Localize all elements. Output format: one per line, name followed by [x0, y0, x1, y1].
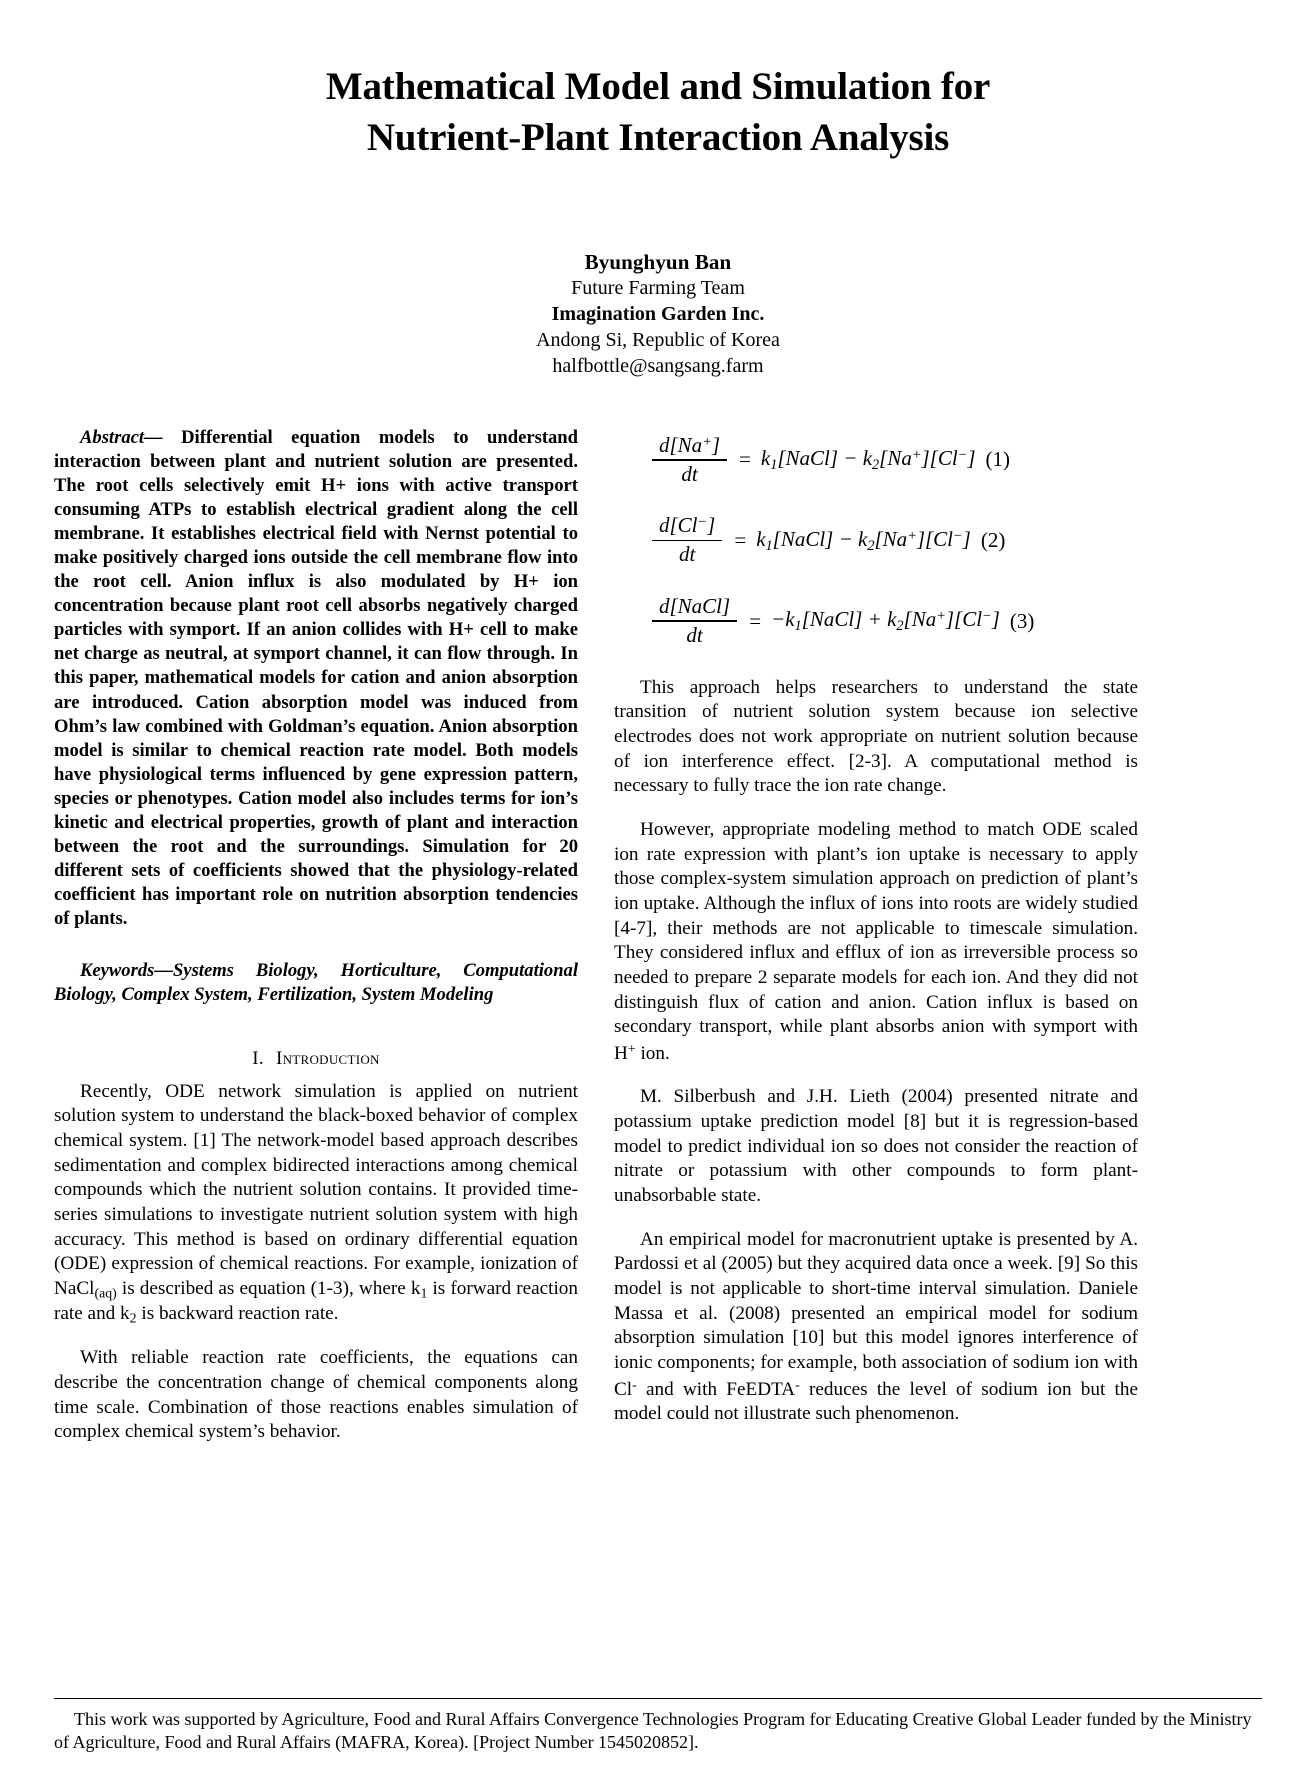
- author-team: Future Farming Team: [571, 277, 745, 300]
- h-plus-superscript: +: [627, 1040, 636, 1056]
- k2-subscript: 2: [129, 1310, 137, 1326]
- eq1-k1-sub: 1: [770, 456, 778, 473]
- section-heading-introduction: [54, 1048, 578, 1070]
- equation-3-fraction: [652, 595, 737, 648]
- eq2-num-tail: ]: [707, 513, 716, 538]
- eq2-k2-sub: 2: [867, 537, 875, 554]
- right-p2-b: ion.: [635, 1042, 670, 1064]
- eq3-k1: −k: [771, 607, 795, 632]
- title-line-2: Nutrient-Plant Interaction Analysis: [366, 115, 950, 159]
- nacl-aq-subscript: (aq): [94, 1285, 117, 1301]
- equation-2: [614, 514, 1138, 567]
- eq2-k1-sub: 1: [765, 537, 773, 554]
- intro-paragraph-1: [54, 1080, 578, 1328]
- right-paragraph-4: [614, 1228, 1138, 1427]
- equation-1-label: (1): [985, 447, 1011, 472]
- keywords-label: Keywords—: [80, 960, 173, 982]
- footnote-line-2: funded by the Ministry of Agriculture, Food and Rural Affairs (MAFRA, Korea). [Project Number 1545020852].: [54, 1708, 1252, 1752]
- page-title: [218, 62, 1098, 163]
- eq2-tail-sup-a: +: [907, 527, 917, 544]
- two-column-body: [0, 426, 1316, 1464]
- eq2-k1: k: [756, 526, 766, 551]
- abstract-paragraph: [54, 426, 578, 932]
- eq3-tail-b: ][Cl: [945, 607, 983, 632]
- eq2-equals-sign: =: [734, 528, 747, 553]
- feedta-minus-superscript: -: [795, 1376, 800, 1392]
- right-paragraph-3: M. Silberbush and J.H. Lieth (2004) presented nitrate and potassium uptake prediction model [8] but it is regression-based model to predict individual ion so does not consider the reaction of nitrate or potassium with other compounds to form plant-unabsorbable state.: [614, 1086, 1138, 1207]
- equation-3: [614, 595, 1138, 648]
- eq3-k2: k: [887, 607, 897, 632]
- equation-2-denominator: dt: [679, 542, 696, 567]
- eq2-num-sup: −: [697, 514, 708, 531]
- eq2-k2: k: [858, 526, 868, 551]
- right-paragraph-1: This approach helps researchers to understand the state transition of nutrient solution system because ion selective electrodes does not work appropriate on nutrient solution because of ion interference effect. [2-3]. A computational method is necessary to fully trace the ion rate change.: [614, 676, 1138, 797]
- eq1-num-text: d[Na: [659, 432, 703, 457]
- section-title: Introduction: [275, 1047, 380, 1069]
- equation-3-numerator: [652, 595, 737, 621]
- eq3-k2-sub: 2: [896, 618, 904, 635]
- eq1-tail-b: ][Cl: [921, 445, 958, 470]
- abstract-label: Abstract—: [80, 426, 163, 448]
- eq3-tail-c: ]: [991, 607, 1000, 632]
- eq2-tail-a: [Na: [874, 526, 908, 551]
- equation-2-label: (2): [980, 528, 1006, 553]
- eq3-num-text: d[NaCl]: [659, 593, 731, 618]
- right-column: [614, 426, 1138, 1427]
- abstract-body: Differential equation models to understand interaction between plant and nutrient solution are presented. The root cells selectively emit H+ ions with active transport consuming ATPs to establish electrical gradient along the cell membrane. It establishes electrical field with Nernst potential to make positively charged ions outside the cell membrane flow into the root cell. Anion influx is also modulated by H+ ion concentration because plant root cell absorbs negatively charged particles with symport. If an anion collides with H+ cell to make net charge as neutral, at symport channel, it can flow through. In this paper, mathematical models for cation and anion absorption are introduced. Cation absorption model was induced from Ohm’s law combined with Goldman’s equation. Anion absorption model is similar to chemical reaction rate model. Both models have physiological terms influenced by gene expression pattern, species or phenotypes. Cation model also includes terms for ion’s kinetic and electrical properties, growth of plant and interaction between the root and the surroundings. Simulation for 20 different sets of coefficients showed that the physiology-related coefficient has important role on nutrition absorption tendencies of plants.: [54, 426, 578, 930]
- keywords-paragraph: [54, 959, 578, 1007]
- intro-text-b: is described as equation (1-3), where k: [116, 1278, 421, 1299]
- footnote-area: [54, 1698, 1262, 1754]
- eq1-tail-sup-a: +: [911, 446, 922, 463]
- equation-1-fraction: [652, 434, 727, 487]
- section-numeral: I.: [252, 1047, 264, 1069]
- eq2-mid: [NaCl] −: [772, 526, 859, 551]
- cl-minus-superscript: -: [632, 1376, 637, 1392]
- eq3-mid: [NaCl] +: [801, 607, 888, 632]
- equation-2-fraction: [652, 514, 722, 567]
- eq2-tail-b: ][Cl: [916, 526, 954, 551]
- eq2-tail-c: ]: [962, 526, 971, 551]
- eq1-tail-a: [Na: [879, 445, 912, 470]
- equation-1-rhs: [761, 446, 976, 474]
- eq1-tail-c: ]: [967, 445, 976, 470]
- equation-1: [614, 434, 1138, 487]
- equation-3-rhs: [771, 607, 1000, 635]
- equation-2-rhs: [756, 527, 971, 555]
- equation-2-numerator: [652, 514, 722, 540]
- equation-1-numerator: [652, 434, 727, 460]
- eq1-k2: k: [862, 445, 873, 470]
- eq2-num-text: d[Cl: [659, 513, 698, 538]
- author-name: Byunghyun Ban: [584, 250, 732, 275]
- footnote-line-1: This work was supported by Agriculture, Food and Rural Affairs Convergence Technologies Program for Educating Creative Global Leader: [74, 1708, 1082, 1729]
- right-p2-a: However, appropriate modeling method to match ODE scaled ion rate expression with plant’s ion uptake is necessary to apply those complex-system simulation approach on prediction of plant’s ion uptake. Although the influx of ions into roots are widely studied [4-7], their methods are not applicable to timescale simulation. They considered influx and efflux of ion as irreversible process so needed to prepare 2 separate models for each ion. And they did not distinguish flux of cation and anion. Cation influx is based on secondary transport, while plant absorbs anion with symport with H: [614, 818, 1138, 1064]
- eq2-tail-sup-b: −: [953, 527, 963, 544]
- equation-3-denominator: dt: [686, 623, 703, 647]
- equation-3-label: (3): [1009, 608, 1035, 633]
- eq3-tail-sup-b: −: [982, 608, 992, 625]
- eq1-num-sup: +: [702, 433, 712, 450]
- intro-paragraph-2: With reliable reaction rate coefficients, the equations can describe the concentration change of chemical components along time scale. Combination of those reactions enables simulation of complex chemical system’s behavior.: [54, 1347, 578, 1443]
- keywords-list: Systems Biology, Horticulture, Computational Biology, Complex System, Fertilization, System Modeling: [54, 960, 578, 1006]
- eq1-mid: [NaCl] −: [777, 445, 863, 470]
- intro-text-a: Recently, ODE network simulation is applied on nutrient solution system to understand the black-boxed behavior of complex chemical system. [1] The network-model based approach describes sedimentation and complex bidirected interactions among chemical compounds which the nutrient solution contains. It provided time-series simulations to investigate nutrient solution system with high accuracy. This method is based on ordinary differential equation (ODE) expression of chemical reactions. For example, ionization of NaCl: [54, 1080, 578, 1299]
- author-email: halfbottle@sangsang.farm: [552, 354, 764, 377]
- author-address: Andong Si, Republic of Korea: [536, 329, 780, 352]
- eq3-equals-sign: =: [749, 608, 762, 633]
- eq1-num-tail: ]: [711, 432, 721, 457]
- left-column: [54, 426, 578, 1464]
- footnote-divider: [54, 1698, 1262, 1699]
- eq3-tail-sup-a: +: [936, 608, 946, 625]
- eq1-k1: k: [760, 445, 771, 470]
- right-p4-b: and with FeEDTA: [636, 1378, 796, 1400]
- eq1-k2-sub: 2: [872, 456, 880, 473]
- right-paragraph-2: [614, 818, 1138, 1067]
- equation-1-denominator: dt: [681, 461, 698, 486]
- author-block: [0, 249, 1316, 379]
- eq1-equals-sign: =: [739, 447, 751, 472]
- eq3-k1-sub: 1: [794, 618, 802, 635]
- eq3-tail-a: [Na: [903, 607, 937, 632]
- eq1-tail-sup-b: −: [957, 446, 968, 463]
- author-organization: Imagination Garden Inc.: [551, 303, 765, 326]
- title-block: [0, 0, 1316, 163]
- intro-text-d: is backward reaction rate.: [136, 1303, 339, 1325]
- intro-text-c: is forward reaction rate and k: [54, 1278, 578, 1325]
- footnote-text: [54, 1708, 1262, 1754]
- k1-subscript: 1: [420, 1285, 428, 1301]
- right-p4-a: An empirical model for macronutrient uptake is presented by A. Pardossi et al (2005) but they acquired data once a week. [9] So this model is not applicable to short-time interval simulation. Daniele Massa et al. (2008) presented an empirical model for sodium absorption simulation [10] but this model ignores interference of ionic components; for example, both association of sodium ion with Cl: [614, 1228, 1138, 1400]
- equation-group: [614, 434, 1138, 648]
- title-line-1: Mathematical Model and Simulation for: [325, 65, 991, 108]
- right-p4-c: reduces the level of sodium ion but the model could not illustrate such phenomenon.: [614, 1378, 1138, 1425]
